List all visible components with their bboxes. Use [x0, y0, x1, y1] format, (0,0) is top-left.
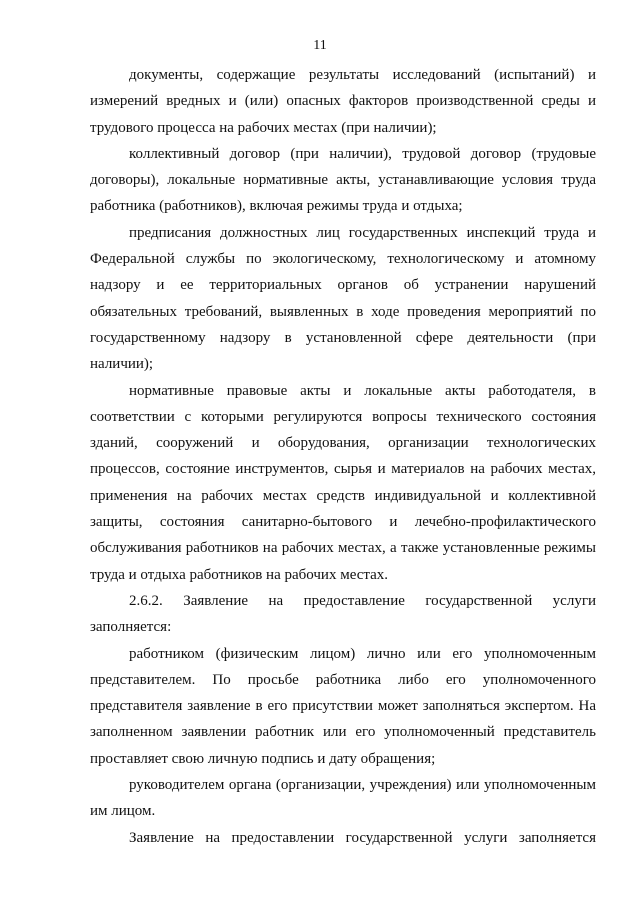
- page-number: 11: [313, 38, 327, 53]
- paragraph-inspection-orders: предписания должностных лиц государственных инспекций труда и Федеральной службы по экологическому, технологическому и атомному надзору и ее территориальных органов об устранении нарушений обязательных требований, выявленных в ходе проведения мероприятий по государственному надзору в установленной сфере деятельности (при наличии);: [90, 224, 596, 373]
- document-body: [90, 62, 596, 851]
- paragraph-application-filled: Заявление на предоставлении государственной услуги заполняется: [129, 829, 596, 846]
- paragraph-collective-agreement: коллективный договор (при наличии), трудовой договор (трудовые договоры), локальные нормативные акты, устанавливающие условия труда работника (работников), включая режимы труда и отдыха;: [90, 145, 596, 215]
- paragraph-filled-by-head: руководителем органа (организации, учреждения) или уполномоченным им лицом.: [90, 777, 596, 820]
- paragraph-section-2-6-2: 2.6.2. Заявление на предоставление государственной услуги заполняется:: [90, 592, 596, 636]
- paragraph-filled-by-worker: работником (физическим лицом) лично или его уполномоченным представителем. По просьбе работника либо его уполномоченного представителя заявление в его присутствии может заполняться экспертом. На заполненном заявлении работник или его уполномоченный представитель проставляет свою личную подпись и дату обращения;: [90, 645, 596, 767]
- paragraph-normative-acts: нормативные правовые акты и локальные акты работодателя, в соответствии с которыми регулируются вопросы технического состояния зданий, сооружений и оборудования, организации технологических процессов, состояние инструментов, сырья и материалов на рабочих местах, применения на рабочих местах средств индивидуальной и коллективной защиты, состояния санитарно-бытового и лечебно-профилактического обслуживания работников на рабочих местах, а также установленные режимы труда и отдыха работников на рабочих местах.: [90, 382, 596, 583]
- paragraph-documents-results: документы, содержащие результаты исследований (испытаний) и измерений вредных и (или) опасных факторов производственной среды и трудового процесса на рабочих местах (при наличии);: [90, 67, 596, 136]
